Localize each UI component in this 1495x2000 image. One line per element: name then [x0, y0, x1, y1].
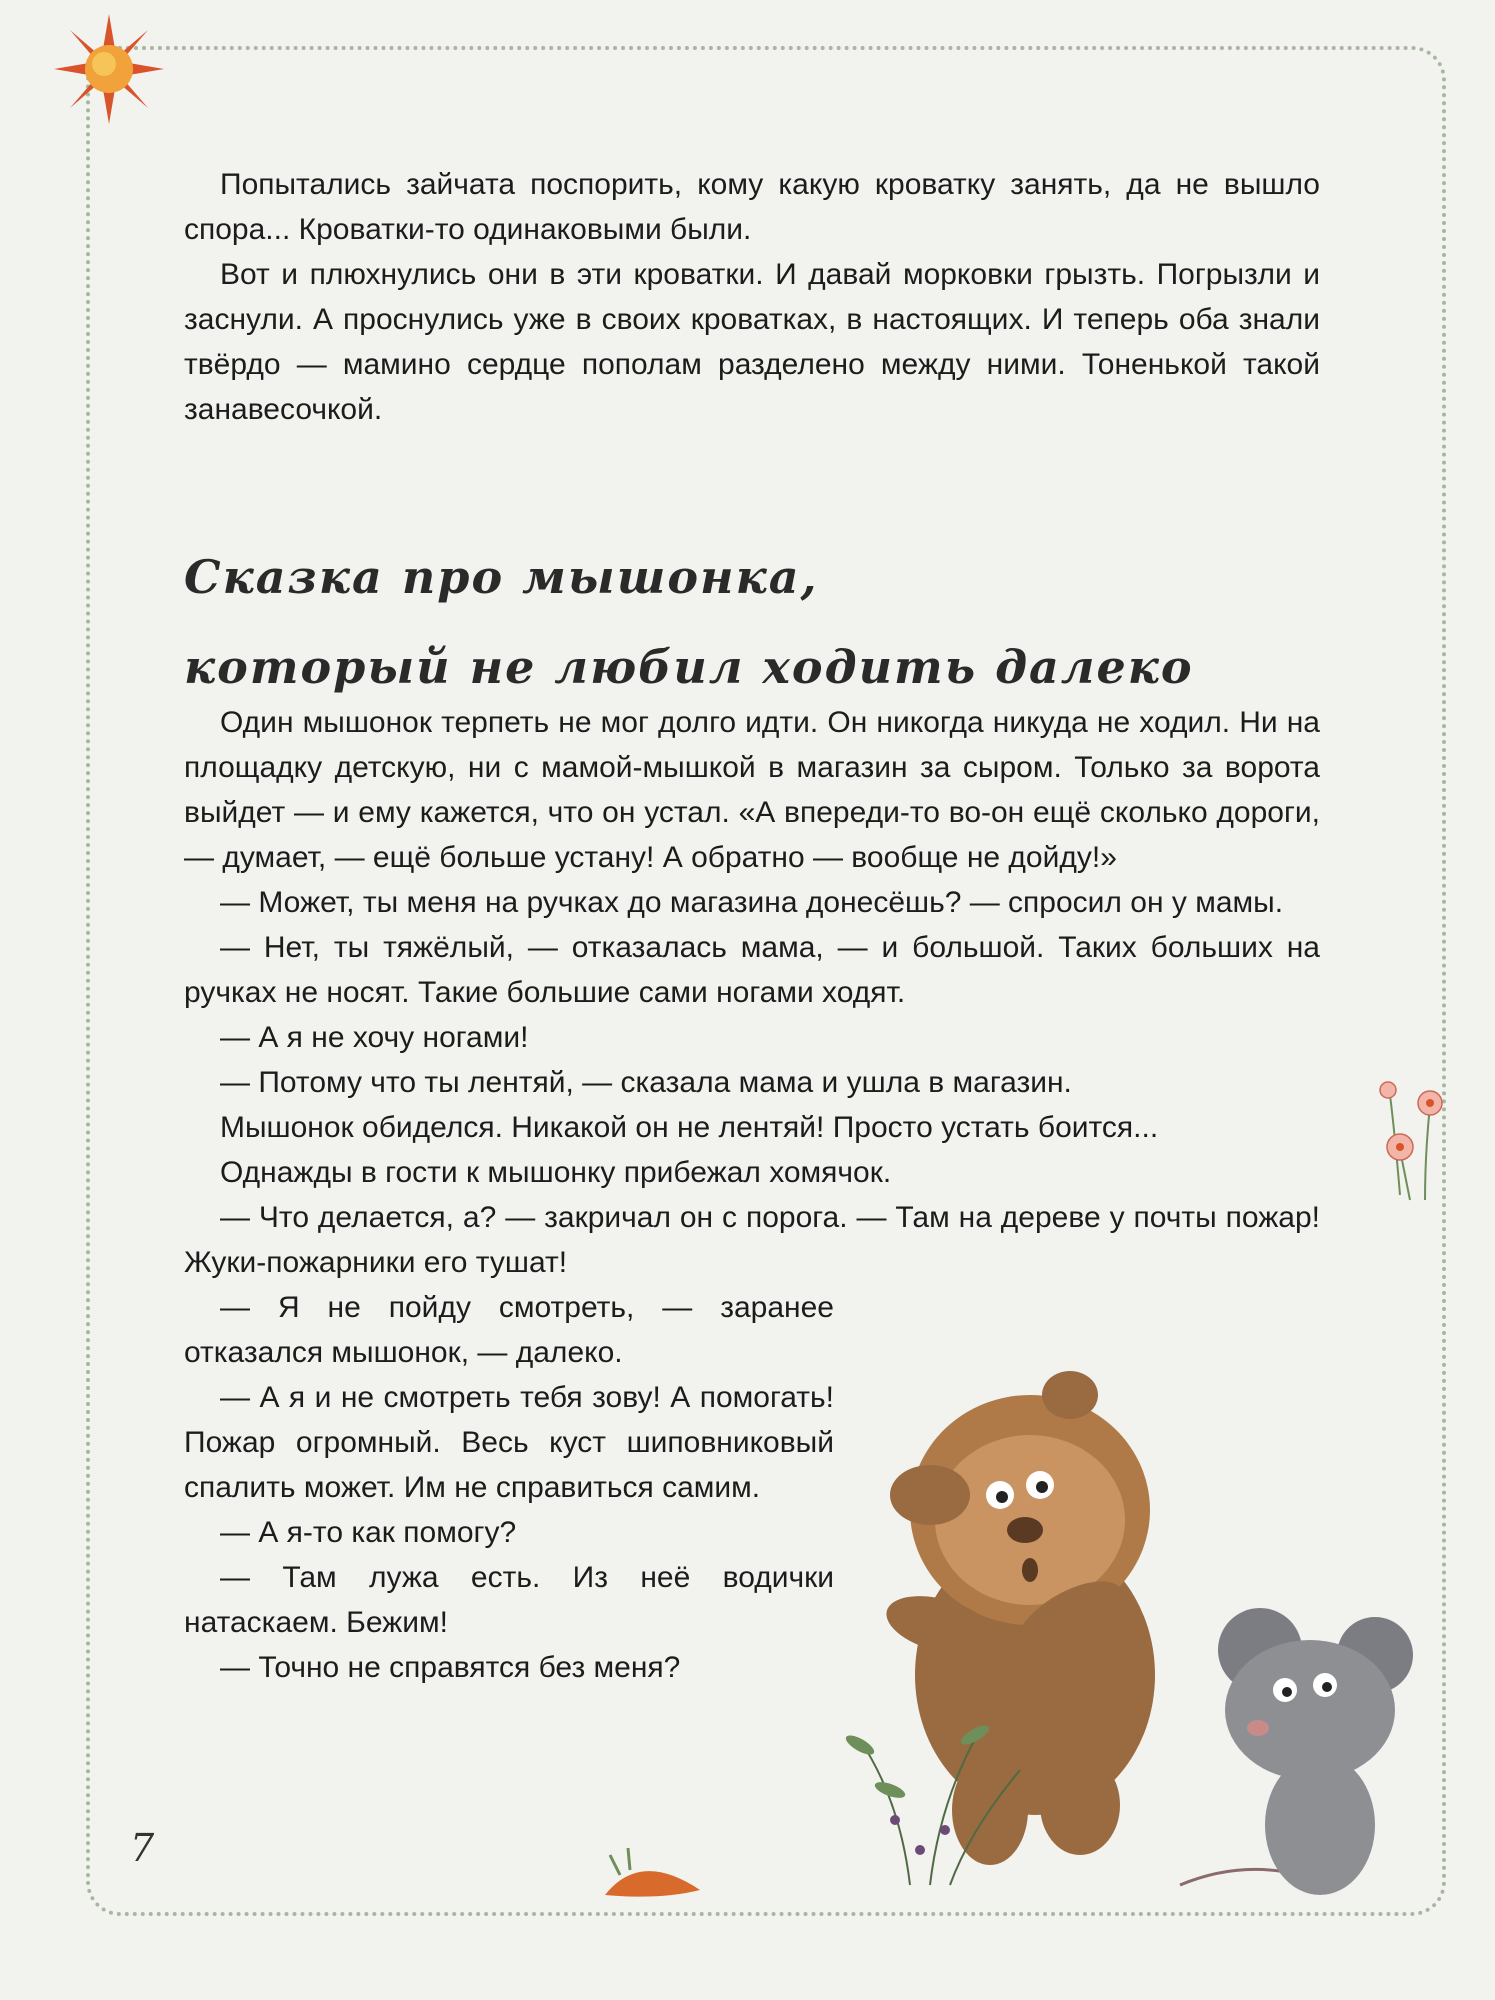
story-paragraph: Однажды в гости к мышонку прибежал хомячок. — [220, 1156, 892, 1189]
story-paragraph: Один мышонок терпеть не мог долго идти. Он никогда никуда не ходил. Ни на площадку детскую, ни с мамой-мышкой в магазин за сыром. Только за ворота выйдет — и ему кажется, что он устал. «А впереди-то во-он ещё сколько дороги, — думает, — ещё больше устану! А обратно — вообще не дойду!» — [184, 706, 1320, 874]
story-paragraph: — Может, ты меня на ручках до магазина донесёшь? — спросил он у мамы. — [220, 886, 1284, 919]
story-paragraph: — А я-то как помогу? — [220, 1516, 517, 1549]
intro-text — [184, 162, 1320, 432]
story-paragraph: — Там лужа есть. Из неё водички натаскаем. Бежим! — [184, 1561, 834, 1639]
narrow-column — [184, 1285, 834, 1690]
sun-icon — [54, 14, 164, 124]
story-paragraph: — Что делается, а? — закричал он с порога. — Там на дереве у почты пожар! Жуки-пожарники его тушат! — [184, 1201, 1320, 1279]
story-paragraph: — Потому что ты лентяй, — сказала мама и ушла в магазин. — [220, 1066, 1072, 1099]
story-paragraph: Мышонок обиделся. Никакой он не лентяй! Просто устать боится... — [220, 1111, 1159, 1144]
story-paragraph: — Я не пойду смотреть, — заранее отказался мышонок, — далеко. — [184, 1291, 834, 1369]
story-title-line-1: Сказка про мышонка, — [184, 550, 819, 604]
story-title-line-2: который не любил ходить далеко — [184, 640, 1194, 694]
story-paragraph: — А я не хочу ногами! — [220, 1021, 529, 1054]
flowers-illustration — [1370, 1075, 1470, 1205]
carrot-illustration — [600, 1840, 710, 1910]
story-paragraph: — Точно не справятся без меня? — [220, 1651, 681, 1684]
intro-paragraph-1: Попытались зайчата поспорить, кому какую кроватку занять, да не вышло спора... Кроватки-то одинаковыми были. — [184, 168, 1320, 246]
mouse-illustration — [1160, 1600, 1460, 1900]
intro-paragraph-2: Вот и плюхнулись они в эти кроватки. И давай морковки грызть. Погрызли и заснули. А проснулись уже в своих кроватках, в настоящих. И теперь оба знали твёрдо — мамино сердце пополам разделено между ними. Тоненькой такой занавесочкой. — [184, 258, 1320, 426]
story-paragraph: — А я и не смотреть тебя зову! А помогать! Пожар огромный. Весь куст шиповниковый спалить может. Им не справиться самим. — [184, 1381, 834, 1504]
story-title — [184, 532, 1194, 712]
story-paragraph: — Нет, ты тяжёлый, — отказалась мама, — и большой. Таких больших на ручках не носят. Такие большие сами ногами ходят. — [184, 931, 1320, 1009]
page-number: 7 — [130, 1826, 155, 1870]
plant-illustration — [800, 1700, 1120, 1890]
